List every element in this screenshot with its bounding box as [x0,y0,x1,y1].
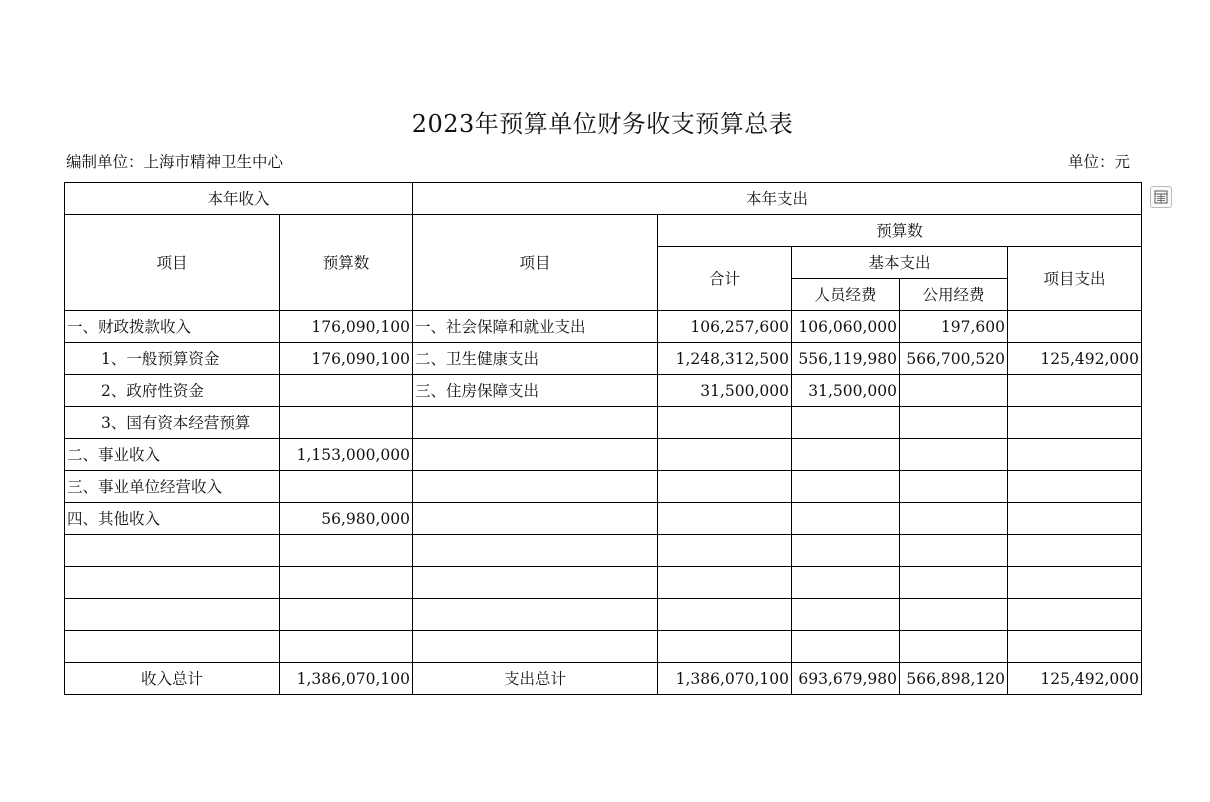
public-cell [900,439,1008,471]
total-cell [658,439,792,471]
expense-item-cell [413,503,658,535]
project-cell [1008,311,1142,343]
expense-item-cell: 一、社会保障和就业支出 [413,311,658,343]
budget-count-header: 预算数 [658,215,1142,247]
public-cell [900,535,1008,567]
income-header: 本年收入 [65,183,413,215]
income-amount-cell: 56,980,000 [280,503,413,535]
personnel-cell: 106,060,000 [792,311,900,343]
income-budget-header: 预算数 [280,215,413,311]
personnel-cell [792,407,900,439]
total-cell: 1,248,312,500 [658,343,792,375]
income-item-cell: 二、事业收入 [65,439,280,471]
project-cell [1008,407,1142,439]
income-amount-cell [280,599,413,631]
org-label: 编制单位：上海市精神卫生中心 [66,153,284,171]
income-item-cell: 三、事业单位经营收入 [65,471,280,503]
public-cell [900,567,1008,599]
income-item-cell: 1、一般预算资金 [65,343,280,375]
expense-item-cell [413,599,658,631]
expense-item-cell: 二、卫生健康支出 [413,343,658,375]
total-cell [658,407,792,439]
income-amount-cell: 176,090,100 [280,311,413,343]
basic-header: 基本支出 [792,247,1008,279]
total-header: 合计 [658,247,792,311]
table-row [65,631,1142,663]
table-row [65,567,1142,599]
project-cell [1008,375,1142,407]
totals-row [65,663,1142,695]
personnel-cell [792,503,900,535]
income-item-cell: 四、其他收入 [65,503,280,535]
page-title: 2023年预算单位财务收支预算总表 [411,110,794,138]
project-cell [1008,503,1142,535]
personnel-cell [792,535,900,567]
total-sum-cell: 1,386,070,100 [658,663,792,695]
income-total-label: 收入总计 [65,663,280,695]
personnel-cell [792,599,900,631]
personnel-cell [792,439,900,471]
total-cell [658,471,792,503]
total-cell: 31,500,000 [658,375,792,407]
public-cell [900,503,1008,535]
personnel-cell: 556,119,980 [792,343,900,375]
income-item-header: 项目 [65,215,280,311]
expense-header: 本年支出 [413,183,1142,215]
project-cell [1008,535,1142,567]
header-row-1 [65,183,1142,215]
personnel-cell: 31,500,000 [792,375,900,407]
table-row [65,311,1142,343]
project-sum-cell: 125,492,000 [1008,663,1142,695]
total-cell [658,503,792,535]
public-header: 公用经费 [900,279,1008,311]
income-item-cell [65,567,280,599]
income-total-amount: 1,386,070,100 [280,663,413,695]
income-amount-cell [280,407,413,439]
total-cell [658,567,792,599]
income-item-cell: 2、政府性资金 [65,375,280,407]
project-cell [1008,439,1142,471]
public-cell [900,407,1008,439]
project-cell [1008,599,1142,631]
table-row [65,407,1142,439]
project-cell [1008,567,1142,599]
header-row-2 [65,215,1142,247]
public-cell [900,471,1008,503]
public-sum-cell: 566,898,120 [900,663,1008,695]
income-amount-cell: 1,153,000,000 [280,439,413,471]
public-cell [900,631,1008,663]
public-cell: 197,600 [900,311,1008,343]
income-item-cell [65,599,280,631]
personnel-header: 人员经费 [792,279,900,311]
expense-total-label: 支出总计 [413,663,658,695]
table-row [65,535,1142,567]
expense-item-cell [413,407,658,439]
table-row [65,343,1142,375]
income-amount-cell [280,631,413,663]
table-grid-icon[interactable] [1150,186,1172,208]
expense-item-cell [413,471,658,503]
table-row [65,599,1142,631]
project-cell [1008,631,1142,663]
expense-item-cell [413,439,658,471]
expense-item-header: 项目 [413,215,658,311]
income-amount-cell: 176,090,100 [280,343,413,375]
public-cell [900,599,1008,631]
income-amount-cell [280,567,413,599]
income-item-cell: 3、国有资本经营预算 [65,407,280,439]
expense-item-cell [413,631,658,663]
public-cell [900,375,1008,407]
table-row [65,375,1142,407]
income-item-cell [65,631,280,663]
personnel-sum-cell: 693,679,980 [792,663,900,695]
total-cell [658,535,792,567]
personnel-cell [792,471,900,503]
income-item-cell [65,535,280,567]
expense-item-cell [413,567,658,599]
table-row [65,503,1142,535]
income-item-cell: 一、财政拨款收入 [65,311,280,343]
total-cell [658,599,792,631]
project-cell: 125,492,000 [1008,343,1142,375]
personnel-cell [792,631,900,663]
income-amount-cell [280,471,413,503]
income-amount-cell [280,535,413,567]
project-header: 项目支出 [1008,247,1142,311]
expense-item-cell: 三、住房保障支出 [413,375,658,407]
personnel-cell [792,567,900,599]
total-cell [658,631,792,663]
table-row [65,471,1142,503]
expense-item-cell [413,535,658,567]
public-cell: 566,700,520 [900,343,1008,375]
project-cell [1008,471,1142,503]
total-cell: 106,257,600 [658,311,792,343]
unit-label: 单位：元 [1068,153,1131,171]
budget-table [64,182,1142,695]
table-row [65,439,1142,471]
income-amount-cell [280,375,413,407]
